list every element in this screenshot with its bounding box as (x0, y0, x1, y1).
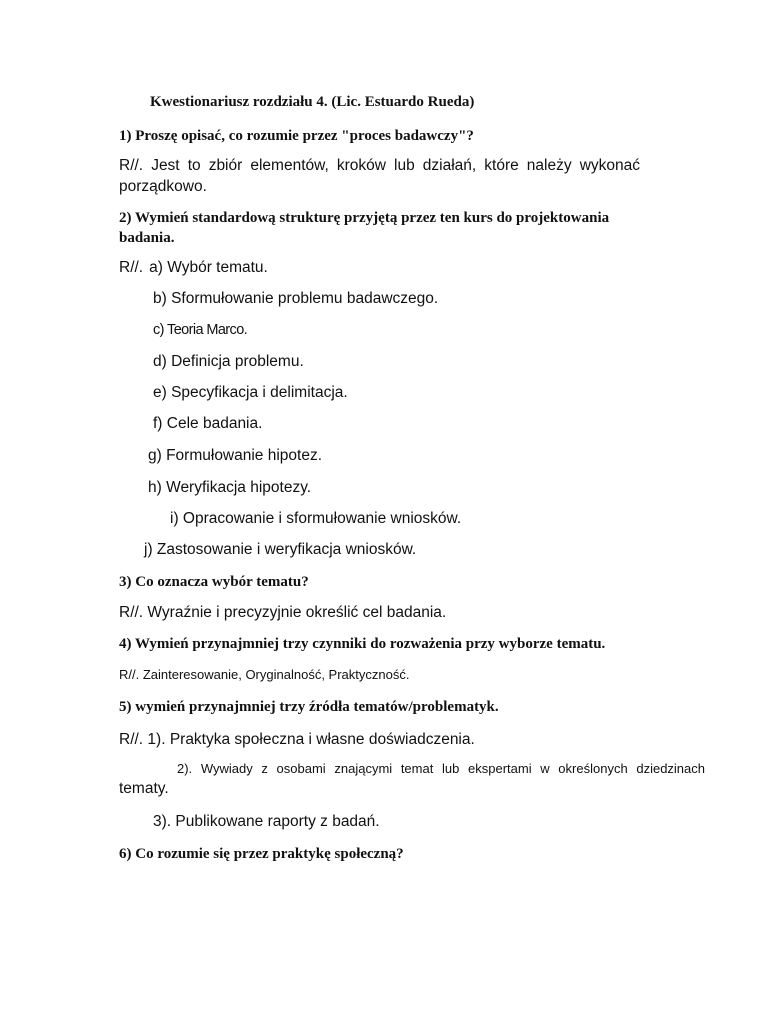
answer-2-prefix: R//. (119, 259, 144, 276)
list-item: c) Teoria Marco. (153, 322, 248, 338)
list-item: j) Zastosowanie i weryfikacja wniosków. (144, 541, 417, 558)
answer-4: R//. Zainteresowanie, Oryginalność, Praktyczność. (119, 667, 410, 682)
document-title: Kwestionariusz rozdziału 4. (Lic. Estuardo Rueda) (150, 94, 475, 110)
answer-5-line-1: R//. 1). Praktyka społeczna i własne doświadczenia. (119, 731, 475, 748)
answer-1: R//. Jest to zbiór elementów, kroków lub działań, które należy wykonać porządkowo. (119, 157, 640, 195)
answer-3: R//. Wyraźnie i precyzyjnie określić cel badania. (119, 604, 447, 621)
question-4: 4) Wymień przynajmniej trzy czynniki do rozważenia przy wyborze tematu. (119, 636, 606, 652)
question-2: 2) Wymień standardową strukturę przyjętą przez ten kurs do projektowania badania. (119, 210, 610, 246)
list-item: i) Opracowanie i sformułowanie wniosków. (170, 510, 462, 527)
answer-5-line-3: 3). Publikowane raporty z badań. (153, 813, 380, 830)
question-5: 5) wymień przynajmniej trzy źródła tematów/problematyk. (119, 699, 499, 715)
question-6: 6) Co rozumie się przez praktykę społeczną? (119, 846, 404, 862)
list-item: g) Formułowanie hipotez. (148, 447, 323, 464)
question-3: 3) Co oznacza wybór tematu? (119, 574, 309, 590)
answer-5-line-2-continuation: tematy. (119, 780, 169, 797)
answer-5-line-2 (119, 759, 705, 799)
question-1: 1) Proszę opisać, co rozumie przez "proces badawczy"? (119, 128, 474, 144)
list-item: f) Cele badania. (153, 415, 263, 432)
list-item: d) Definicja problemu. (153, 353, 304, 370)
answer-2-item-a (119, 257, 268, 278)
list-item: a) Wybór tematu. (149, 259, 268, 276)
answer-5-line-2-text: 2). Wywiady z osobami znającymi temat lub ekspertami w określonych dziedzinach (177, 761, 705, 776)
list-item: e) Specyfikacja i delimitacja. (153, 384, 348, 401)
list-item: h) Weryfikacja hipotezy. (148, 479, 312, 496)
list-item: b) Sformułowanie problemu badawczego. (153, 290, 439, 307)
